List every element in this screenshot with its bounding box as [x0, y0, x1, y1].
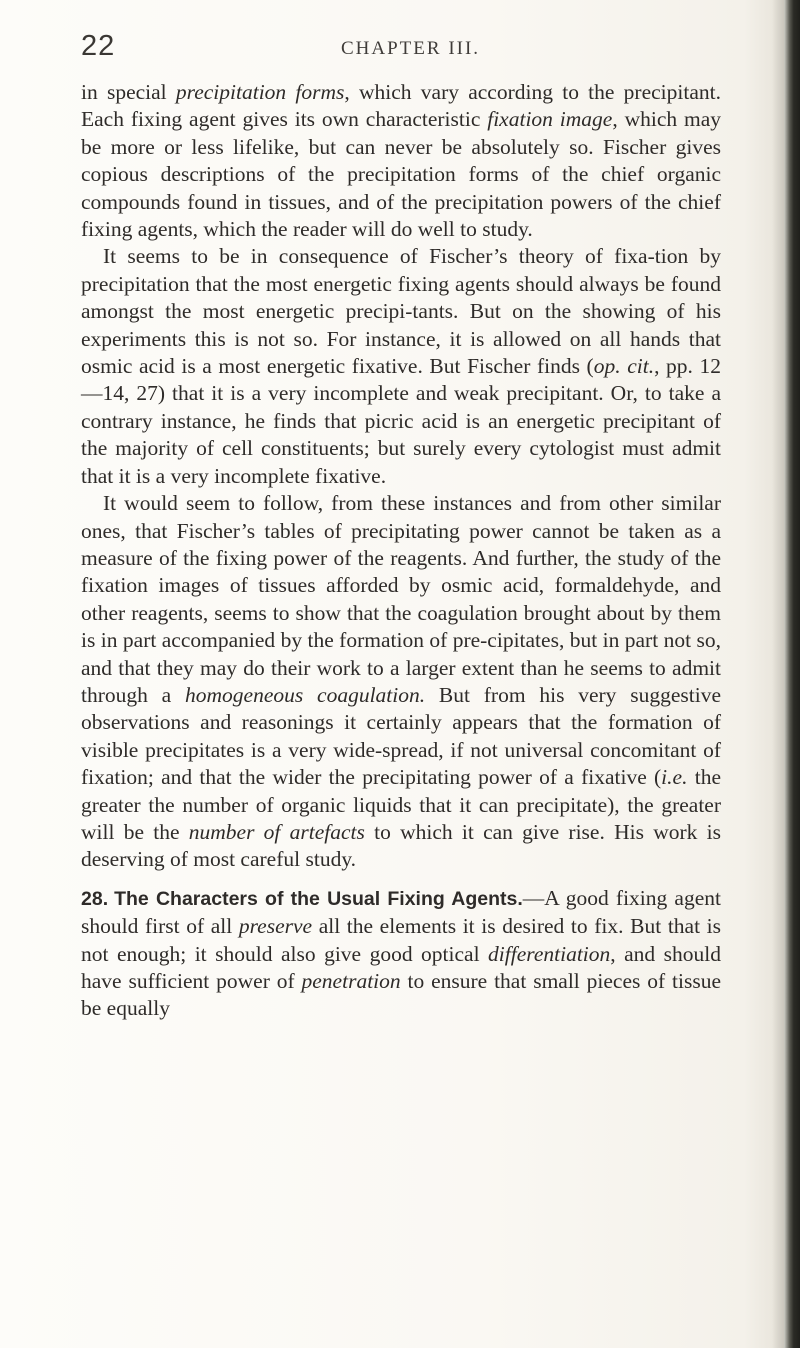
body-text [81, 79, 721, 1023]
paragraph [81, 243, 721, 490]
page-edge [784, 0, 800, 1348]
text-run: It seems to be in consequence of Fischer’s theory of fixa-tion by precipitation that the most energetic fixing agents should always be found amongst the most energetic precipi-tants. But on the showing of his experiments this is not so. For instance, it is allowed on all hands that osmic acid is a most energetic fixative. But Fischer finds ( [81, 244, 721, 379]
text-run: to which it can give rise. His work is deserving of most careful study. [81, 819, 721, 872]
italic-text: penetration [301, 969, 401, 993]
italic-text: precipitation forms [175, 80, 345, 104]
text-run: the greater the number of organic liquids that it can precipitate), the greater will be the [81, 765, 721, 844]
italic-text: differentiation [488, 941, 611, 966]
italic-text: fixation image [487, 107, 613, 132]
text-run: to ensure that small pieces of tissue be equally [81, 969, 721, 1021]
page-number: 22 [81, 30, 116, 62]
running-head: CHAPTER III. [341, 38, 481, 59]
paragraph [81, 79, 721, 243]
text-run: , pp. 12 —14, 27) that it is a very incomplete and weak precipitant. Or, to take a contrary instance, he finds that picric acid is an energetic precipitant of the majority of cell constituents; but surely every cytologist must admit that it is a very incomplete fixative. [81, 354, 722, 488]
italic-text: number of artefacts [188, 819, 365, 844]
section-title: The Characters of the Usual Fixing Agents. [114, 887, 523, 910]
text-run: , which may be more or less lifelike, but can never be absolutely so. Fischer gives copious descriptions of the precipitation forms of the chief organic compounds found in tissues, and of the precipitation powers of the chief fixing agents, which the reader will do well to study. [81, 107, 721, 242]
binding-shadow [772, 0, 784, 1348]
italic-text: i.e. [661, 765, 688, 790]
section-paragraph [81, 885, 721, 1023]
italic-text: op. cit. [593, 354, 655, 379]
italic-text: preserve [238, 914, 313, 939]
text-run: in special [81, 80, 176, 104]
text-run: —A good fixing agent should first of all [81, 885, 721, 939]
section-number: 28. [81, 887, 109, 910]
text-run: all the elements it is desired to fix. But that is not enough; it should also give good optical [81, 914, 722, 966]
paragraph [81, 490, 721, 874]
italic-text: homogeneous coagulation. [185, 682, 426, 707]
text-run: It would seem to follow, from these instances and from other similar ones, that Fischer’s tables of precipitating power cannot be taken as a measure of the fixing power of the reagents. And further, the study of the fixation images of tissues afforded by osmic acid, formaldehyde, and other reagents, seems to show that the coagulation brought about by them is in part accompanied by the formation of pre-cipitates, but in part not so, and that they may do their work to a larger extent than he seems to admit through a [81, 491, 721, 707]
text-run: , and should have sufficient power of [81, 941, 721, 993]
page-header [81, 32, 721, 68]
text-run: But from his very suggestive observations and reasonings it certainly appears that the formation of visible precipitates is a very wide-spread, if not universal concomitant of fixation; and that the wider the precipitating power of a fixative ( [81, 682, 721, 790]
text-run: , which vary according to the precipitant. Each fixing agent gives its own characteristic [81, 80, 721, 132]
